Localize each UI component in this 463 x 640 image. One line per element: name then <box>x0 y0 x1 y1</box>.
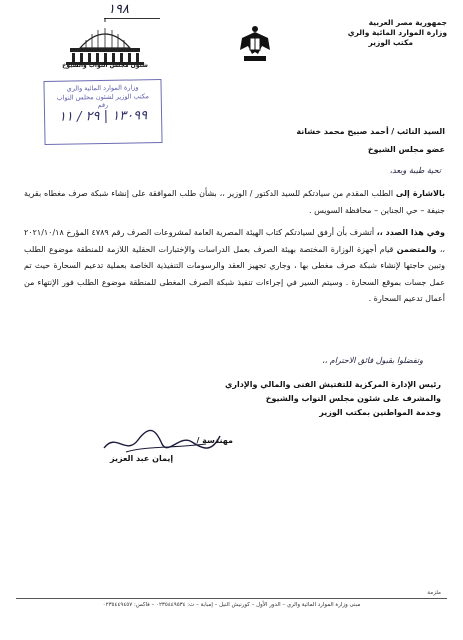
paragraph-1-text: الطلب المقدم من سيادتكم للسيد الدكتور / الوزير ،، بشأن طلب الموافقة على إنشاء شبكة صرف مغطاه بقرية جنيفة – حي الجناين – محافظة السويس . <box>24 189 445 215</box>
paragraph-2-lead: وفي هذا الصدد ،، <box>376 228 446 237</box>
letterhead <box>327 18 447 48</box>
stamp-line-1: وزارة الموارد المائية والري <box>66 83 139 93</box>
reference-number: ١٩٨ <box>108 2 129 17</box>
footer-divider <box>16 598 447 599</box>
paragraph-2-text-b: قيام أجهزة الوزارة المختصة بهيئة الصرف بعمل الدراسات والإختبارات الحقلية اللازمة للمنطقة موضوع الطلب وتبين حاجتها لإنشاء شبكة صرف مغطى بها ، وجاري تجهيز العقد والرسومات التنفيذية الخاصة بعملية تدعيم السحارة حيث تم عمل جسات بموقع السحارة . وسيتم السير في إجراءات تنفيذ شبكة الصرف المغطى للمنطقة موضوع الطلب فور الإنتهاء من أعمال تدعيم السحارة . <box>24 244 445 303</box>
engineer-name: إيمان عبد العزيز <box>110 454 174 463</box>
greeting: تحية طيبة وبعد، <box>389 166 441 175</box>
stamp-line-3: رقم <box>97 100 109 110</box>
stamp-date: ١٣٠٩٩ | ٢٩ / ١١ <box>58 107 148 125</box>
engineer-label: مهندسة / <box>196 436 233 445</box>
closing-regards: وتفضلوا بقبول فائق الاحترام ،، <box>322 356 423 365</box>
parliament-label: شئون مجلس النواب والشيوخ <box>62 62 148 69</box>
paragraph-2-mid: والمتضمن <box>396 244 437 254</box>
addressee-name: أحمد صبيح محمد خشانة <box>296 127 389 136</box>
eagle-emblem-icon <box>238 24 272 64</box>
signatory-block <box>141 378 441 420</box>
paragraph-1 <box>24 186 445 219</box>
office-name: مكتب الوزير <box>368 38 413 47</box>
country-name: جمهورية مصر العربية <box>368 18 447 27</box>
addressee-block <box>125 126 445 156</box>
signatory-line-1: رئيس الإدارة المركزية للتفتيش الفنى والمالي والإداري <box>225 380 441 389</box>
addressee-title: السيد النائب / <box>391 127 445 136</box>
footer-note: ملزمة <box>427 590 441 596</box>
signatory-line-3: وخدمة المواطنين بمكتب الوزير <box>319 408 441 417</box>
ministry-name: وزارة الموارد المائية والري <box>347 28 447 37</box>
paragraph-2 <box>24 225 445 308</box>
stamp-line-2: مكتب الوزير لشئون مجلس النواب <box>56 91 149 102</box>
letter-body <box>24 186 445 314</box>
footer-address: مبنى وزارة الموارد المائية والري – الدور الأول – كورنيش النيل – إمبابة – ت: ٠٢٣٥٤٤٩٥٣٤ – فاكس: ٠٢٣٥٤٤٩٤٥٧ <box>102 602 361 608</box>
parliament-dome-icon <box>50 18 160 68</box>
signatory-line-2: والمشرف على شئون مجلس النواب والشيوخ <box>265 394 441 403</box>
paragraph-2-text-a: أتشرف بأن أرفق لسيادتكم كتاب الهيئة المصرية العامة لمشروعات الصرف رقم ٤٧٨٩ المؤرخ ٢٠٢١/١٠/١٨ ،، <box>24 228 446 254</box>
addressee-role: عضو مجلس الشيوخ <box>367 145 445 154</box>
paragraph-1-lead: بالاشارة إلى <box>395 189 446 198</box>
